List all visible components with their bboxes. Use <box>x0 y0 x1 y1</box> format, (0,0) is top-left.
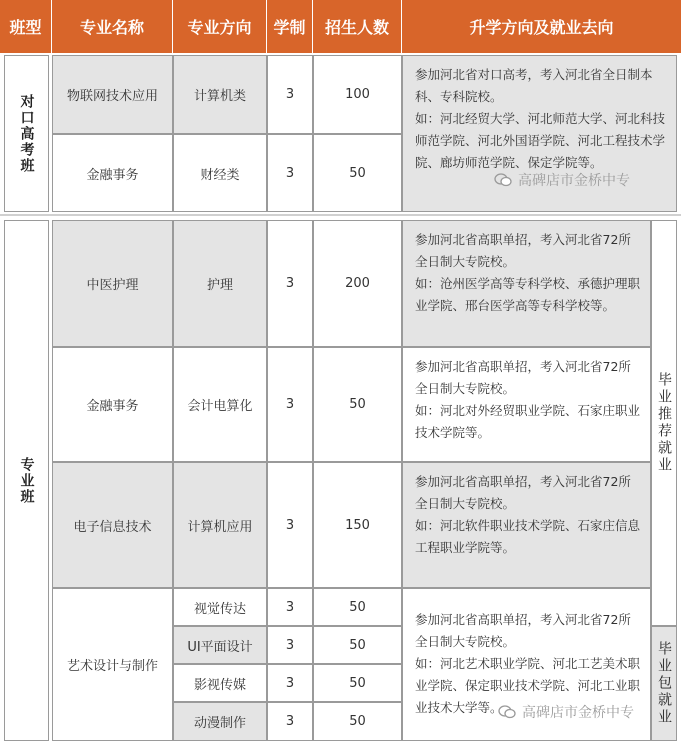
desc-finance: 参加河北省高职单招，考入河北省72所全日制大专院校。 如：河北对外经贸职业学院、石家庄职业技术学院等。 <box>402 347 651 462</box>
row-electronics-name: 电子信息技术 <box>52 462 173 588</box>
desc-electronics: 参加河北省高职单招，考入河北省72所全日制大专院校。 如：河北软件职业技术学院、石家庄信息工程职业学院等。 <box>402 462 651 588</box>
row-art-film-years: 3 <box>267 664 313 702</box>
row-electronics-count: 150 <box>313 462 402 588</box>
row-finance2-name: 金融事务 <box>52 347 173 462</box>
row-nursing-years: 3 <box>267 220 313 347</box>
row-finance2-direction: 会计电算化 <box>173 347 267 462</box>
row-nursing-name: 中医护理 <box>52 220 173 347</box>
header-major-name: 专业名称 <box>52 0 173 53</box>
section-duikou-label: 对口高考班 <box>4 55 49 212</box>
watermark-text: 高碑店市金桥中专 <box>518 173 630 189</box>
row-art-ui-years: 3 <box>267 626 313 664</box>
note-guarantee-employment: 毕业包就业 <box>651 626 677 741</box>
note-recommend-employment: 毕业推荐就业 <box>651 220 677 626</box>
watermark <box>494 170 630 190</box>
row-art-film-count: 50 <box>313 664 402 702</box>
row-art-anim-years: 3 <box>267 702 313 741</box>
row-iot-years: 3 <box>267 55 313 134</box>
desc-duikou: 参加河北省对口高考，考入河北省全日制本科、专科院校。 如：河北经贸大学、河北师范大学、河北科技师范学院、河北外国语学院、河北工程技术学院、廊坊师范学院、保定学院等。 <box>402 55 677 212</box>
wechat-icon <box>498 705 516 719</box>
header-career: 升学方向及就业去向 <box>402 0 681 53</box>
header-enrollment: 招生人数 <box>313 0 402 53</box>
row-iot-name: 物联网技术应用 <box>52 55 173 134</box>
row-finance1-years: 3 <box>267 134 313 212</box>
section-divider <box>0 214 681 216</box>
row-finance1-count: 50 <box>313 134 402 212</box>
watermark <box>498 702 634 722</box>
row-art-visual-years: 3 <box>267 588 313 626</box>
row-art-ui-count: 50 <box>313 626 402 664</box>
header-years: 学制 <box>267 0 313 53</box>
row-finance2-years: 3 <box>267 347 313 462</box>
row-art-film-direction: 影视传媒 <box>173 664 267 702</box>
row-art-anim-direction: 动漫制作 <box>173 702 267 741</box>
row-iot-count: 100 <box>313 55 402 134</box>
wechat-icon <box>494 173 512 187</box>
row-electronics-years: 3 <box>267 462 313 588</box>
section-zhuanye-label: 专业班 <box>4 220 49 741</box>
row-art-visual-direction: 视觉传达 <box>173 588 267 626</box>
row-art-visual-count: 50 <box>313 588 402 626</box>
row-finance1-name: 金融事务 <box>52 134 173 212</box>
header-class-type: 班型 <box>0 0 52 53</box>
row-iot-direction: 计算机类 <box>173 55 267 134</box>
desc-art: 参加河北省高职单招，考入河北省72所全日制大专院校。 如：河北艺术职业学院、河北工艺美术职业学院、保定职业技术学院、河北工业职业技术大学等。 <box>402 588 651 741</box>
watermark-text: 高碑店市金桥中专 <box>522 705 634 721</box>
row-art-anim-count: 50 <box>313 702 402 741</box>
row-art-name: 艺术设计与制作 <box>52 588 173 741</box>
row-nursing-count: 200 <box>313 220 402 347</box>
header-major-direction: 专业方向 <box>173 0 267 53</box>
row-art-ui-direction: UI平面设计 <box>173 626 267 664</box>
row-nursing-direction: 护理 <box>173 220 267 347</box>
row-finance1-direction: 财经类 <box>173 134 267 212</box>
desc-nursing: 参加河北省高职单招，考入河北省72所全日制大专院校。 如：沧州医学高等专科学校、承德护理职业学院、邢台医学高等专科学校等。 <box>402 220 651 347</box>
row-electronics-direction: 计算机应用 <box>173 462 267 588</box>
row-finance2-count: 50 <box>313 347 402 462</box>
